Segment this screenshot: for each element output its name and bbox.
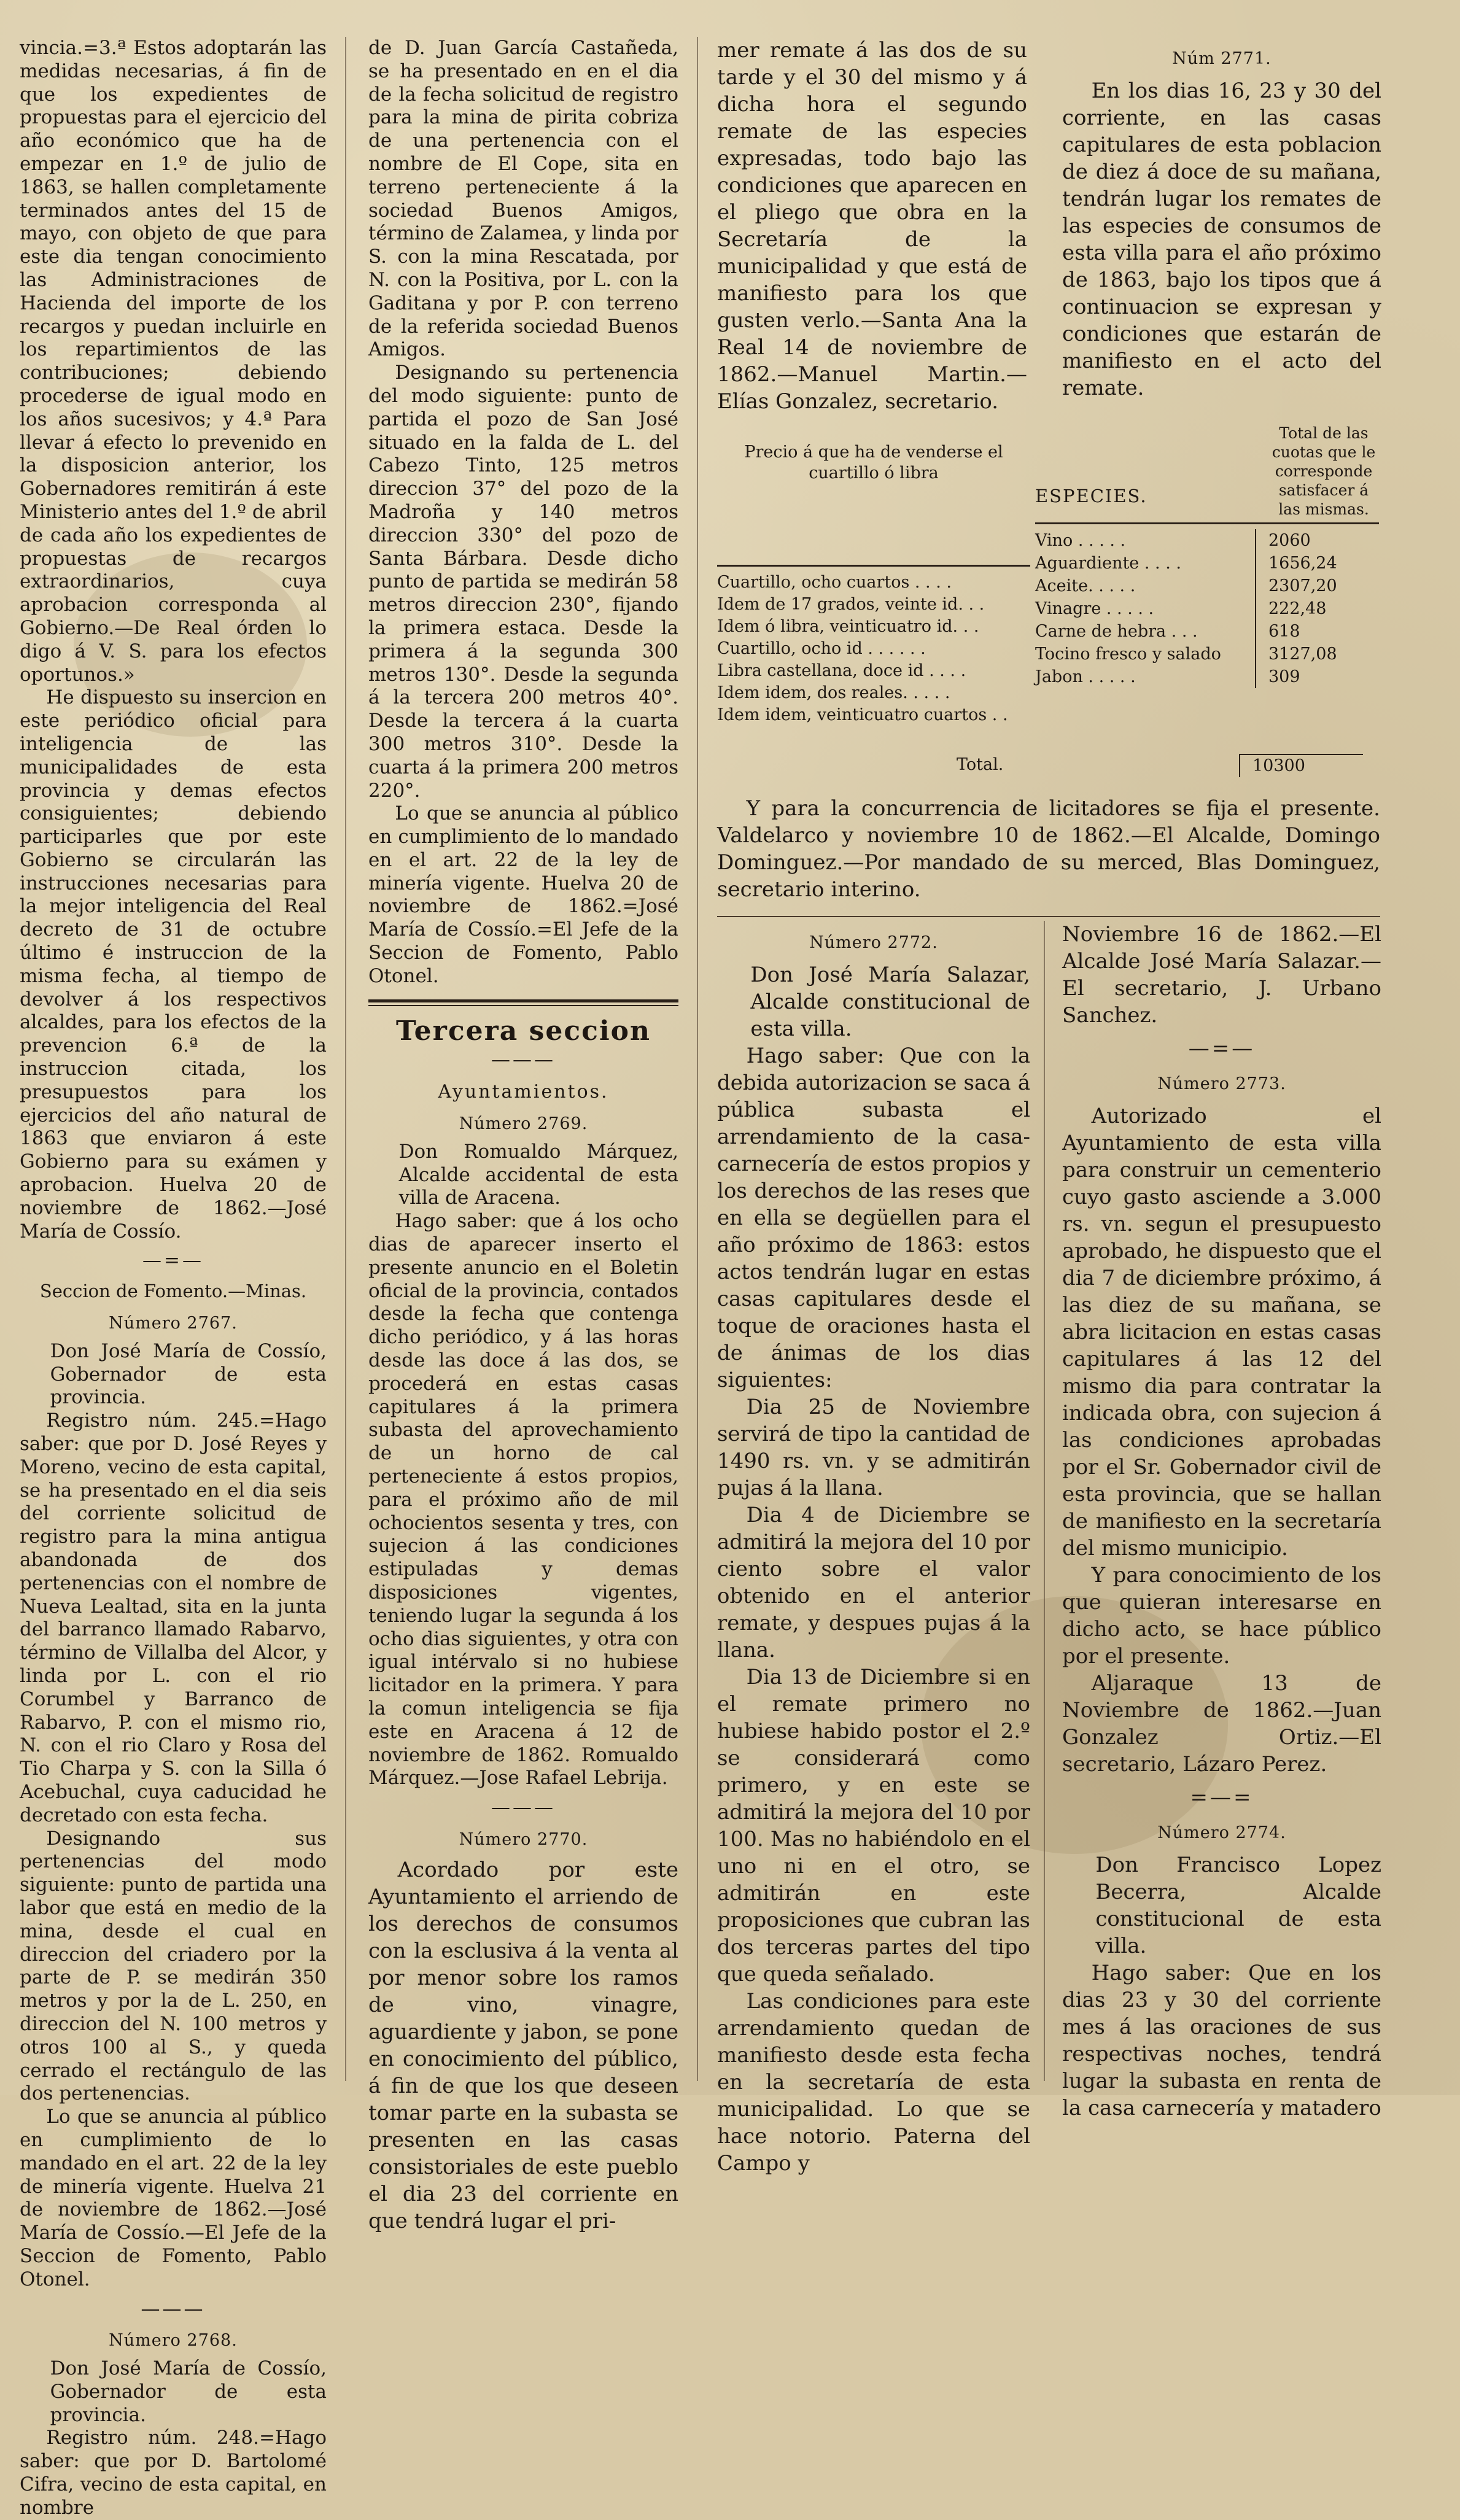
paragraph: Registro núm. 248.=Hago saber: que por D. Bartolomé Cifra, vecino de esta capital, en nombre	[20, 2427, 327, 2519]
especies-row	[1035, 665, 1379, 688]
paragraph: Autorizado el Ayuntamiento de esta villa para construir un cementerio cuyo gasto asciende a 3.000 rs. vn. segun el presupuesto aprobado, he dispuesto que el dia 7 de diciembre próximo, á las diez de su mañana, se abra licitacion en estas casas capitulares á las 12 del mismo dia para contratar la indicada obra, con sujecion á las condiciones aprobadas por el Sr. Gobernador civil de esta provincia, que se hallan de manifiesto en la secretaría del mismo municipio.	[1062, 1104, 1381, 1560]
paragraph: En los dias 16, 23 y 30 del corriente, en las casas capitulares de esta poblacion de diez á doce de su mañana, tendrán lugar los remates de las especies de consumos de esta villa para el año próximo de 1863, bajo los tipos que á continuacion se expresan y condiciones que estarán de manifiesto en el acto del remate.	[1062, 79, 1381, 400]
notice-number: Número 2773.	[1157, 1074, 1286, 1093]
especies-row	[1035, 597, 1379, 620]
especie-value: 309	[1255, 665, 1379, 688]
especies-row	[1035, 529, 1379, 552]
paragraph: Acordado por este Ayuntamiento el arriendo de los derechos de consumos con la esclusiva á la venta al por menor sobre los ramos de vino, vinagre, aguardiente y jabon, se pone en conocimiento del público, á fin de que los que deseen tomar parte en la subasta se presenten en las casas consistoriales de este pueblo el dia 23 del corriente en que tendrá lugar el pri-	[368, 1857, 678, 2233]
especies-row	[1035, 643, 1379, 665]
notice-issuer: Don José María de Cossío, Gobernador de esta provincia.	[50, 2357, 327, 2426]
paragraph: de D. Juan García Castañeda, se ha presentado en en el dia de la fecha solicitud de registro para la mina de pirita cobriza de una pertenencia con el nombre de El Cope, sita en terreno perteneciente á la sociedad Buenos Amigos, término de Zalamea, y linda por S. con la mina Rescatada, por N. con la Positiva, por L. con la Gaditana y por P. con terreno de la referida sociedad Buenos Amigos.	[368, 37, 678, 361]
notice-number: Número 2768.	[109, 2331, 238, 2351]
notice-issuer: Don Romualdo Márquez, Alcalde accidental de esta villa de Aracena.	[398, 1140, 678, 1209]
paragraph: Designando sus pertenencias del modo siguiente: punto de partida una labor que está en medio de la mina, desde el cual en direccion del criadero por la parte de P. se medirán 350 metros y por la de L. 250, en direccion del N. 100 metros y otros 100 al S., y queda cerrado el rectángulo de las dos pertenencias.	[20, 1827, 327, 2105]
especie-name: Tocino fresco y salado	[1035, 645, 1221, 664]
column-2	[368, 37, 678, 2233]
paragraph: Dia 13 de Diciembre si en el remate primero no hubiese habido postor el 2.º se considerará como primero, y en este se admitirá la mejora del 10 por 100. Mas no habiéndolo en el uno ni en el otro, se admitirán en este proposiciones que cubran las dos terceras partes del tipo que queda señalado.	[717, 1665, 1030, 1987]
notice-number: Núm 2771.	[1172, 49, 1272, 68]
total-value: 10300	[1239, 754, 1363, 777]
column-3	[717, 37, 1027, 430]
especie-value: 618	[1255, 620, 1379, 643]
especie-value: 1656,24	[1255, 552, 1379, 575]
especies-row	[1035, 552, 1379, 575]
notice-number: Número 2774.	[1157, 1823, 1286, 1842]
separator: ———	[491, 1049, 556, 1071]
section-rule	[368, 999, 678, 1006]
especies-table	[1035, 424, 1379, 688]
price-table	[717, 565, 1030, 726]
paragraph: Hago saber: Que con la debida autorizacion se saca á pública subasta el arrendamiento de la casa-carnecería de estos propios y los derechos de las reses que en ella se degüellen para el año próximo de 1863: estos actos tendrán lugar en estas casas capitulares desde el toque de oraciones hasta el de ánimas de los dias siguientes:	[717, 1044, 1030, 1392]
notice-number: Número 2770.	[459, 1829, 588, 1849]
separator	[717, 916, 1380, 917]
especie-value: 2060	[1255, 529, 1379, 552]
price-row: Idem ó libra, veinticuatro id. . .	[717, 617, 979, 636]
price-row: Idem idem, dos reales. . . . .	[717, 683, 950, 702]
especie-value: 2307,20	[1255, 575, 1379, 597]
paragraph: Dia 25 de Noviembre servirá de tipo la cantidad de 1490 rs. vn. y se admitirán pujas á la llana.	[717, 1395, 1030, 1500]
especies-column-header: ESPECIES.	[1035, 486, 1147, 506]
column-1	[20, 37, 327, 2519]
subsection-title: Ayuntamientos.	[438, 1081, 609, 1103]
wide-paragraph	[717, 795, 1380, 903]
column-4	[1062, 37, 1381, 400]
paragraph: Dia 4 de Diciembre se admitirá la mejora del 10 por ciento sobre el valor obtenido en el anterior remate, y despues pujas á la llana.	[717, 1503, 1030, 1662]
paragraph: vincia.=3.ª Estos adoptarán las medidas necesarias, á fin de que los expedientes de propuestas para el ejercicio del año económico que ha de empezar en 1.º de julio de 1863, se hallen completamente terminados antes del 15 de mayo, con objeto de que para este dia tengan conocimiento las Administraciones de Hacienda del importe de los recargos y puedan incluirle en los repartimientos de las contribuciones; debiendo procederse de igual modo en los años sucesivos; y 4.ª Para llevar á efecto lo prevenido en la disposicion anterior, los Gobernadores remitirán á este Ministerio antes del 1.º de abril de cada año los expedientes de propuestas de recargos extraordinarios, cuya aprobacion corresponda al Gobierno.—De Real órden lo digo á V. S. para los efectos oportunos.»	[20, 37, 327, 686]
paragraph: Hago saber: Que en los dias 23 y 30 del corriente mes á las oraciones de sus respectivas noches, tendrá lugar la subasta en renta de la casa carnecería y matadero	[1062, 1961, 1381, 2120]
price-row: Idem de 17 grados, veinte id. . .	[717, 595, 985, 614]
price-row: Libra castellana, doce id . . . .	[717, 661, 966, 680]
price-row: Cuartillo, ocho id . . . . . .	[717, 639, 926, 658]
paragraph: Aljaraque 13 de Noviembre de 1862.—Juan Gonzalez Ortiz.—El secretario, Lázaro Perez.	[1062, 1671, 1381, 1777]
notice-issuer: Don José María de Cossío, Gobernador de esta provincia.	[50, 1339, 327, 1409]
total-column-header: Total de las cuotas que le corresponde satisfacer á las mismas.	[1272, 424, 1376, 518]
paragraph: Y para conocimiento de los que quieran interesarse en dicho acto, se hace público por el presente.	[1062, 1563, 1381, 1669]
paragraph: Hago saber: que á los ocho dias de aparecer inserto el presente anuncio en el Boletin oficial de la provincia, contados desde la fecha que contenga dicho periódico, y á las horas desde las doce á las dos, se procederá en estas casas capitulares á la primera subasta del aprovechamiento de un horno de cal perteneciente á estos propios, para el próximo año de mil ochocientos sesenta y tres, con sujecion á las condiciones estipuladas y demas disposiciones vigentes, teniendo lugar la segunda á los ocho dias siguientes, y otra con igual intérvalo si no hubiese licitador en la primera. Y para la comun inteligencia se fija este en Aracena á 12 de noviembre de 1862. Romualdo Márquez.—Jose Rafael Lebrija.	[368, 1210, 678, 1789]
column-rule	[697, 37, 698, 2081]
especie-name: Aguardiente . . . .	[1035, 554, 1181, 573]
separator: ———	[141, 2297, 206, 2320]
paragraph: Registro núm. 245.=Hago saber: que por D. José Reyes y Moreno, vecino de esta capital, se ha presentado en el dia seis del corriente solicitud de registro para la mina antigua abandonada de dos pertenencias con el nombre de Nueva Lealtad, sita en la junta del barranco llamado Rabarvo, término de Villalba del Alcor, y linda por L. con el rio Corumbel y Barranco de Rabarvo, P. con el mismo rio, N. con el rio Claro y Rosa del Tio Charpa y S. con la Silla ó Acebuchal, cuya caducidad he decretado con esta fecha.	[20, 1409, 327, 1826]
separator: ———	[491, 1796, 556, 1819]
especies-row	[1035, 575, 1379, 597]
price-row: Cuartillo, ocho cuartos . . . .	[717, 573, 952, 592]
paragraph: Lo que se anuncia al público en cumplimiento de lo mandado en el art. 22 de la ley de minería vigente. Huelva 20 de noviembre de 1862.=José María de Cossío.=El Jefe de la Seccion de Fomento, Pablo Otonel.	[368, 802, 678, 987]
especie-name: Carne de hebra . . .	[1035, 622, 1198, 641]
column-rule	[1044, 921, 1045, 2081]
paragraph: He dispuesto su insercion en este periódico oficial para inteligencia de las municipalidades de esta provincia y demas efectos consiguientes; debiendo participarles que por este Gobierno se circularán las instrucciones necesarias para la mejor inteligencia del Real decreto de 31 de octubre último é instruccion de la misma fecha, al tiempo de devolver á los respectivos alcaldes, para los efectos de la prevencion 6.ª de la instruccion citada, los presupuestos para los ejercicios del año natural de 1863 que enviaron á este Gobierno para su exámen y aprobacion. Huelva 20 de noviembre de 1862.—José María de Cossío.	[20, 686, 327, 1243]
price-row: Idem idem, veinticuatro cuartos . .	[717, 705, 1008, 724]
paragraph: Lo que se anuncia al público en cumplimiento de lo mandado en el art. 22 de la ley de minería vigente. Huelva 21 de noviembre de 1862.—José María de Cossío.—El Jefe de la Seccion de Fomento, Pablo Otonel.	[20, 2106, 327, 2290]
paragraph: Noviembre 16 de 1862.—El Alcalde José María Salazar.—El secretario, J. Urbano Sanchez.	[1062, 922, 1381, 1028]
price-table-header: Precio á que ha de venderse el cuartillo ó libra	[744, 443, 1003, 483]
notice-issuer: Don Francisco Lopez Becerra, Alcalde constitucional de esta villa.	[1095, 1853, 1381, 1958]
especie-value: 222,48	[1255, 597, 1379, 620]
paragraph: Y para la concurrencia de licitadores se fija el presente. Valdelarco y noviembre 10 de 1862.—El Alcalde, Domingo Dominguez.—Por mandado de su merced, Blas Dominguez, secretario interino.	[717, 796, 1380, 902]
section-heading: Seccion de Fomento.—Minas.	[39, 1281, 307, 1302]
column-4-lower	[1062, 921, 1381, 2120]
paragraph: Designando su pertenencia del modo siguiente: punto de partida el pozo de San José situado en la falda de L. del Cabezo Tinto, 125 metros direccion 37° del pozo de la Madroña y 140 metros direccion 330° del pozo de Santa Bárbara. Desde dicho punto de partida se medirán 58 metros direccion 230°, fijando la primera estaca. Desde la primera á la segunda 300 metros 130°. Desde la segunda á la tercera 200 metros 40°. Desde la tercera á la cuarta 300 metros 310°. Desde la cuarta á la primera 200 metros 220°.	[368, 362, 678, 802]
separator: —=—	[1188, 1036, 1256, 1061]
especie-name: Aceite. . . . .	[1035, 576, 1136, 595]
especie-value: 3127,08	[1255, 643, 1379, 665]
paragraph: Las condiciones para este arrendamiento quedan de manifiesto desde esta fecha en la secretaría de esta municipalidad. Lo que se hace notorio. Paterna del Campo y	[717, 1989, 1030, 2176]
separator: =—=	[1190, 1785, 1254, 1810]
especie-name: Vinagre . . . . .	[1035, 599, 1154, 618]
column-rule	[345, 37, 346, 2081]
especie-name: Vino . . . . .	[1035, 531, 1126, 550]
especie-name: Jabon . . . . .	[1035, 667, 1136, 686]
notice-number: Número 2769.	[459, 1114, 588, 1134]
total-label: Total.	[957, 755, 1004, 774]
especies-row	[1035, 620, 1379, 643]
column-3-lower	[717, 921, 1030, 2176]
separator: —=—	[142, 1249, 204, 1272]
notice-number: Número 2772.	[809, 933, 938, 952]
section-title: Tercera seccion	[395, 1015, 651, 1047]
paragraph: mer remate á las dos de su tarde y el 30 del mismo y á dicha hora el segundo remate de las especies expresadas, todo bajo las condiciones que aparecen en el pliego que obra en la Secretaría de la municipalidad y que está de manifiesto para los que gusten verlo.—Santa Ana la Real 14 de noviembre de 1862.—Manuel Martin.—Elías Gonzalez, secretario.	[717, 38, 1027, 414]
notice-issuer: Don José María Salazar, Alcalde constitucional de esta villa.	[750, 963, 1030, 1041]
notice-number: Número 2767.	[109, 1314, 238, 1333]
